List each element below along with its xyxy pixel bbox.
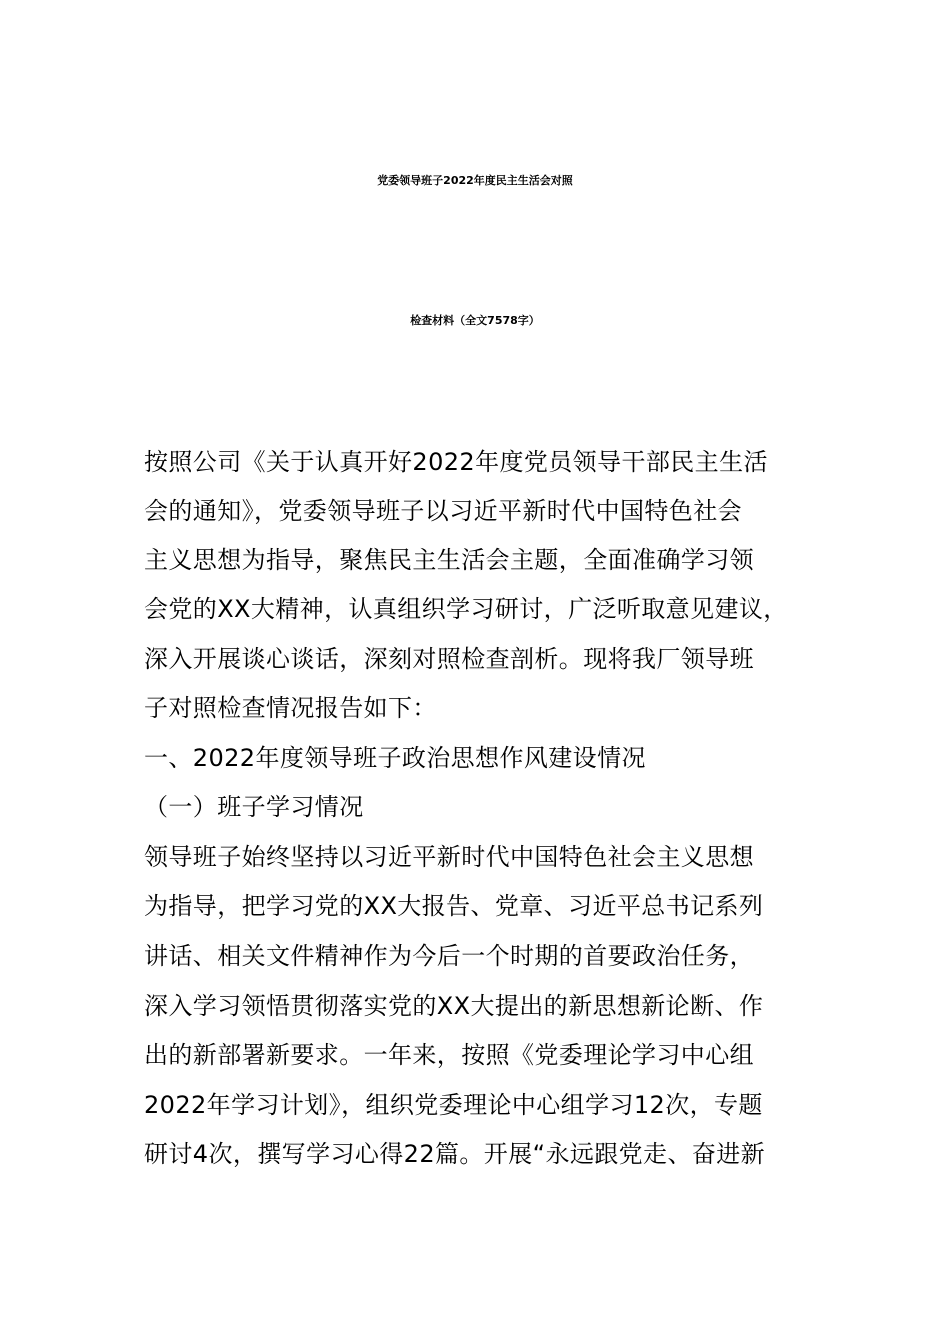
body-line-13: 出的新部署新要求。一年来，按照《党委理论学习中心组 bbox=[144, 1041, 754, 1069]
body-line-4: 会党的XX大精神，认真组织学习研讨，广泛听取意见建议， bbox=[144, 595, 788, 623]
body-line-11: 讲话、相关文件精神作为今后一个时期的首要政治任务， bbox=[144, 942, 754, 970]
document-title-line-1: 党委领导班子2022年度民主生活会对照 bbox=[377, 174, 573, 187]
body-line-3: 主义思想为指导，聚焦民主生活会主题，全面准确学习领 bbox=[144, 546, 754, 574]
document-title-line-2: 检查材料（全文7578字） bbox=[410, 314, 540, 327]
body-line-5: 深入开展谈心谈话，深刻对照检查剖析。现将我厂领导班 bbox=[144, 645, 754, 673]
body-line-14: 2022年学习计划》，组织党委理论中心组学习12次，专题 bbox=[144, 1091, 763, 1119]
body-line-9: 领导班子始终坚持以习近平新时代中国特色社会主义思想 bbox=[144, 843, 754, 871]
body-line-1: 按照公司《关于认真开好2022年度党员领导干部民主生活 bbox=[144, 448, 768, 476]
body-line-2: 会的通知》，党委领导班子以习近平新时代中国特色社会 bbox=[144, 497, 742, 525]
body-line-6: 子对照检查情况报告如下： bbox=[144, 694, 437, 722]
section-heading-1: 一、2022年度领导班子政治思想作风建设情况 bbox=[144, 744, 646, 772]
body-line-10: 为指导，把学习党的XX大报告、党章、习近平总书记系列 bbox=[144, 892, 764, 920]
body-line-15: 研讨4次，撰写学习心得22篇。开展“永远跟党走、奋进新 bbox=[144, 1140, 766, 1168]
subsection-heading-1: （一）班子学习情况 bbox=[144, 793, 364, 821]
body-line-12: 深入学习领悟贯彻落实党的XX大提出的新思想新论断、作 bbox=[144, 992, 764, 1020]
